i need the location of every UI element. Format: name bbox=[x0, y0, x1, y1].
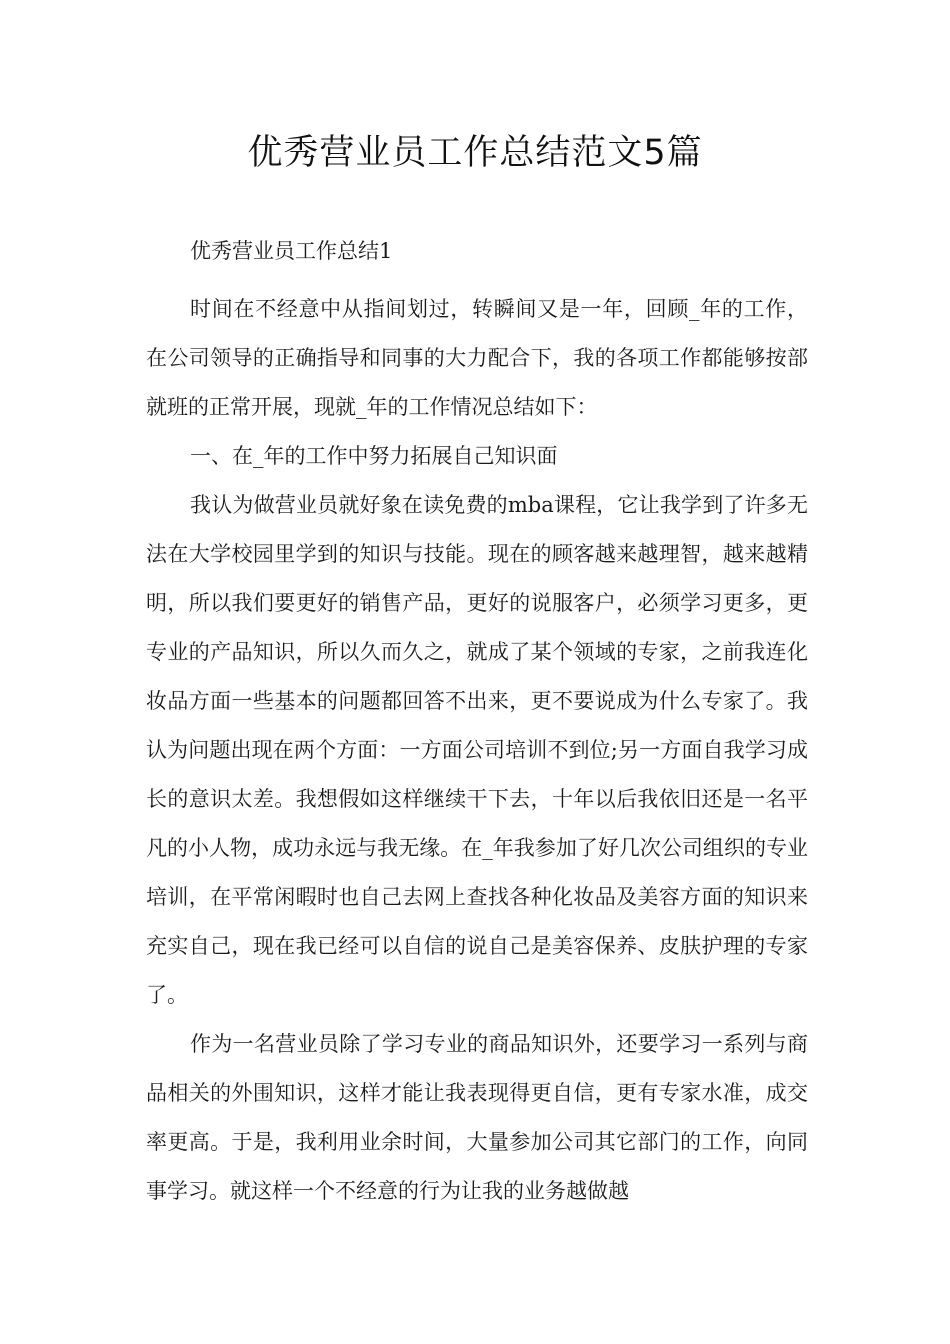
document-body bbox=[146, 236, 808, 1216]
document-title: 优秀营业员工作总结范文5篇 bbox=[247, 133, 703, 173]
paragraph-knowledge: 我认为做营业员就好象在读免费的mba课程，它让我学到了许多无法在大学校园里学到的知识与技能。现在的顾客越来越理智，越来越精明，所以我们要更好的销售产品，更好的说服客户，必须学习更多，更专业的产品知识，所以久而久之，就成了某个领域的专家，之前我连化妆品方面一些基本的问题都回答不出来，更不要说成为什么专家了。我认为问题出现在两个方面：一方面公司培训不到位;另一方面自我学习成长的意识太差。我想假如这样继续干下去，十年以后我依旧还是一名平凡的小人物，成功永远与我无缘。在_年我参加了好几次公司组织的专业培训，在平常闲暇时也自己去网上查找各种化妆品及美容方面的知识来充实自己，现在我已经可以自信的说自己是美容保养、皮肤护理的专家了。 bbox=[146, 493, 808, 1007]
section-subtitle: 优秀营业员工作总结1 bbox=[190, 239, 393, 263]
paragraph-intro: 时间在不经意中从指间划过，转瞬间又是一年，回顾_年的工作，在公司领导的正确指导和同事的大力配合下，我的各项工作都能够按部就班的正常开展，现就_年的工作情况总结如下： bbox=[146, 297, 808, 419]
section-heading: 一、在_年的工作中努力拓展自己知识面 bbox=[190, 444, 558, 468]
paragraph-learning: 作为一名营业员除了学习专业的商品知识外，还要学习一系列与商品相关的外围知识，这样才能让我表现得更自信，更有专家水准，成交率更高。于是，我利用业余时间，大量参加公司其它部门的工作，向同事学习。就这样一个不经意的行为让我的业务越做越 bbox=[146, 1032, 808, 1203]
